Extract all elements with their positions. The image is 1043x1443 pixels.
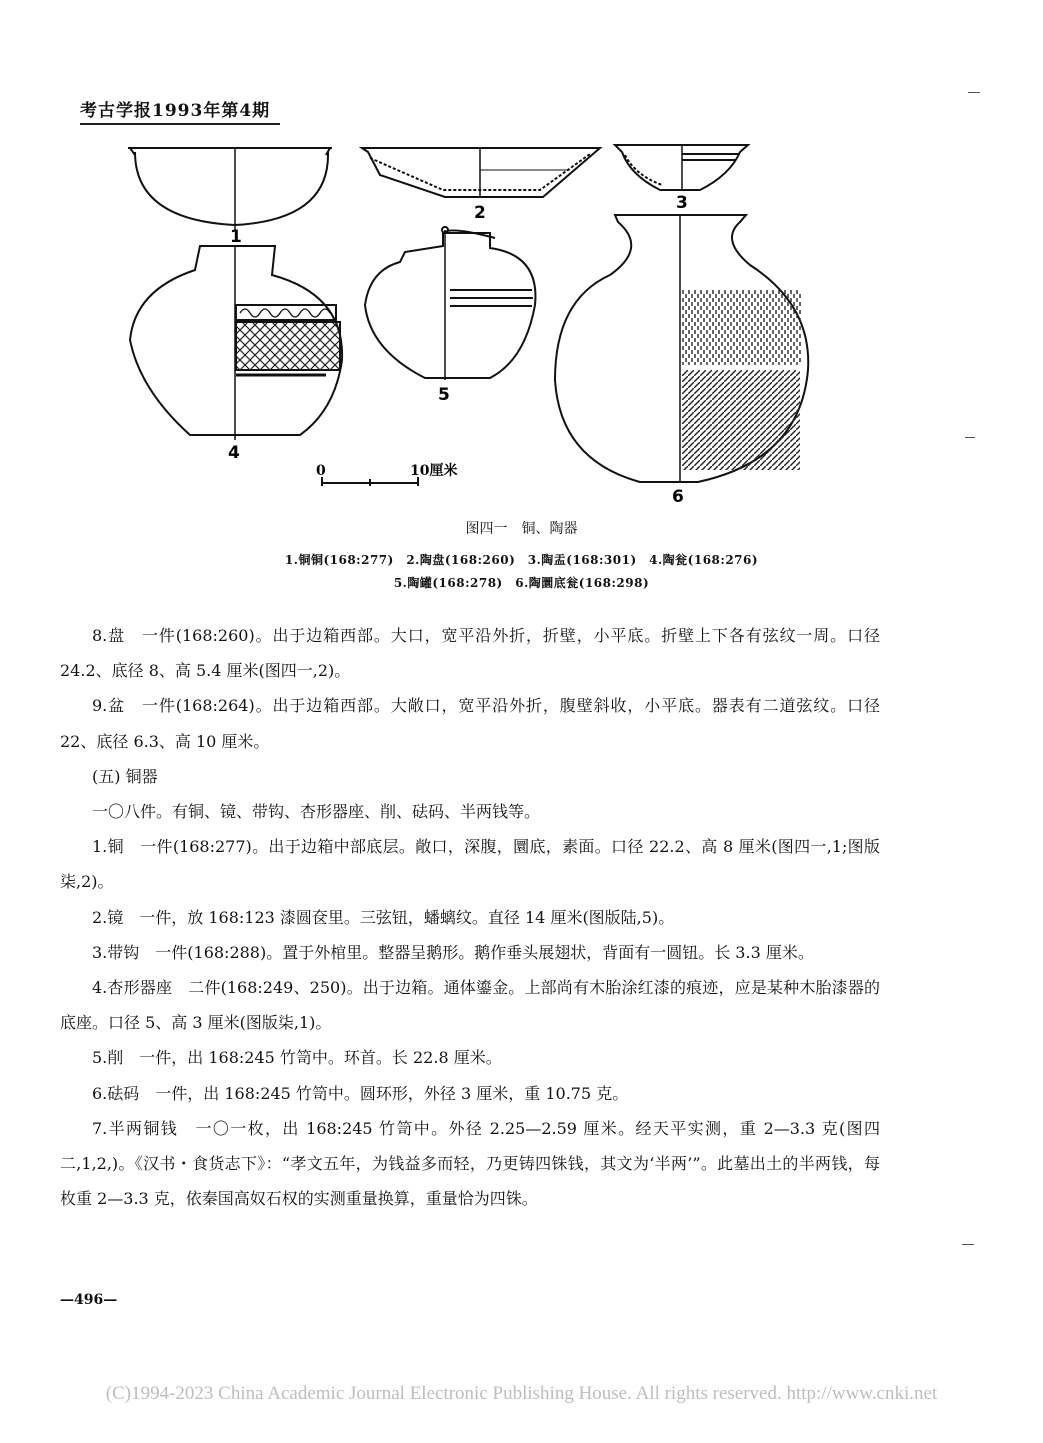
paragraph: 7.半两铜钱 一〇一枚，出 168:245 竹笥中。外径 2.25—2.59 厘米。经天平实测，重 2—3.3 克(图四二,1,2,)。《汉书・食货志下》：“孝文五年，为钱益多而轻，乃更铸四铢钱，其文为‘半两’”。此墓出土的半两钱，每枚重 2—3.3 克，依秦国高奴石权的实测重量换算，重量恰为四铢。 — [60, 1118, 880, 1209]
figure-number-1: 1 — [230, 227, 242, 247]
pottery-figure — [100, 130, 840, 510]
vessel-4 — [130, 246, 342, 440]
figure-number-5: 5 — [438, 385, 450, 405]
margin-mark — [968, 92, 980, 93]
margin-mark — [962, 1244, 974, 1245]
paragraph: 9.盆 一件(168:264)。出于边箱西部。大敞口，宽平沿外折，腹壁斜收，小平底。器表有二道弦纹。口径 22、底径 6.3、高 10 厘米。 — [60, 696, 880, 751]
figure-number-4: 4 — [228, 443, 240, 463]
body-text — [60, 618, 880, 1216]
figure-number-2: 2 — [474, 203, 486, 223]
figure-caption-line-1: 1.铜铜(168:277) 2.陶盘(168:260) 3.陶盂(168:301) 4.陶瓮(168:276) — [284, 553, 759, 567]
section-heading: (五) 铜器 — [92, 766, 158, 786]
figure-number-6: 6 — [672, 487, 684, 507]
vessel-5 — [365, 227, 535, 380]
paragraph: 2.镜 一件，放 168:123 漆圆奁里。三弦钮，蟠螭纹。直径 14 厘米(图版陆,5)。 — [92, 907, 675, 927]
journal-header: 考古学报1993年第4期 — [80, 96, 280, 125]
figure-caption-line-2: 5.陶罐(168:278) 6.陶圜底瓮(168:298) — [393, 576, 650, 590]
vessel-3 — [615, 145, 748, 190]
figure-title: 图四一 铜、陶器 — [465, 521, 578, 537]
margin-mark — [965, 437, 975, 438]
page-number: —496— — [60, 1292, 118, 1308]
paragraph: 5.削 一件，出 168:245 竹笥中。环首。长 22.8 厘米。 — [92, 1048, 502, 1068]
vessel-6 — [555, 215, 808, 482]
vessel-1 — [128, 148, 332, 230]
scale-start: 0 — [316, 463, 326, 479]
vessel-2 — [362, 148, 600, 197]
paragraph: 1.铜 一件(168:277)。出于边箱中部底层。敞口，深腹，圜底，素面。口径 22.2、高 8 厘米(图四一,1;图版柒,2)。 — [60, 837, 880, 892]
paragraph: 一〇八件。有铜、镜、带钩、杏形器座、削、砝码、半两钱等。 — [92, 802, 541, 822]
scale-bar — [322, 477, 418, 486]
figure-number-3: 3 — [676, 193, 688, 213]
paragraph: 6.砝码 一件，出 168:245 竹笥中。圆环形，外径 3 厘米，重 10.75 克。 — [92, 1083, 629, 1103]
scale-end: 10厘米 — [410, 463, 458, 479]
paragraph: 4.杏形器座 二件(168:249、250)。出于边箱。通体鎏金。上部尚有木胎涂红漆的痕迹，应是某种木胎漆器的底座。口径 5、高 3 厘米(图版柒,1)。 — [60, 978, 880, 1033]
copyright-footer: (C)1994-2023 China Academic Journal Electronic Publishing House. All rights reserved. http://www.cnki.net — [105, 1383, 938, 1404]
paragraph: 8.盘 一件(168:260)。出于边箱西部。大口，宽平沿外折，折壁，小平底。折壁上下各有弦纹一周。口径 24.2、底径 8、高 5.4 厘米(图四一,2)。 — [60, 626, 880, 681]
paragraph: 3.带钩 一件(168:288)。置于外棺里。整器呈鹅形。鹅作垂头展翅状，背面有一圆钮。长 3.3 厘米。 — [92, 942, 814, 962]
